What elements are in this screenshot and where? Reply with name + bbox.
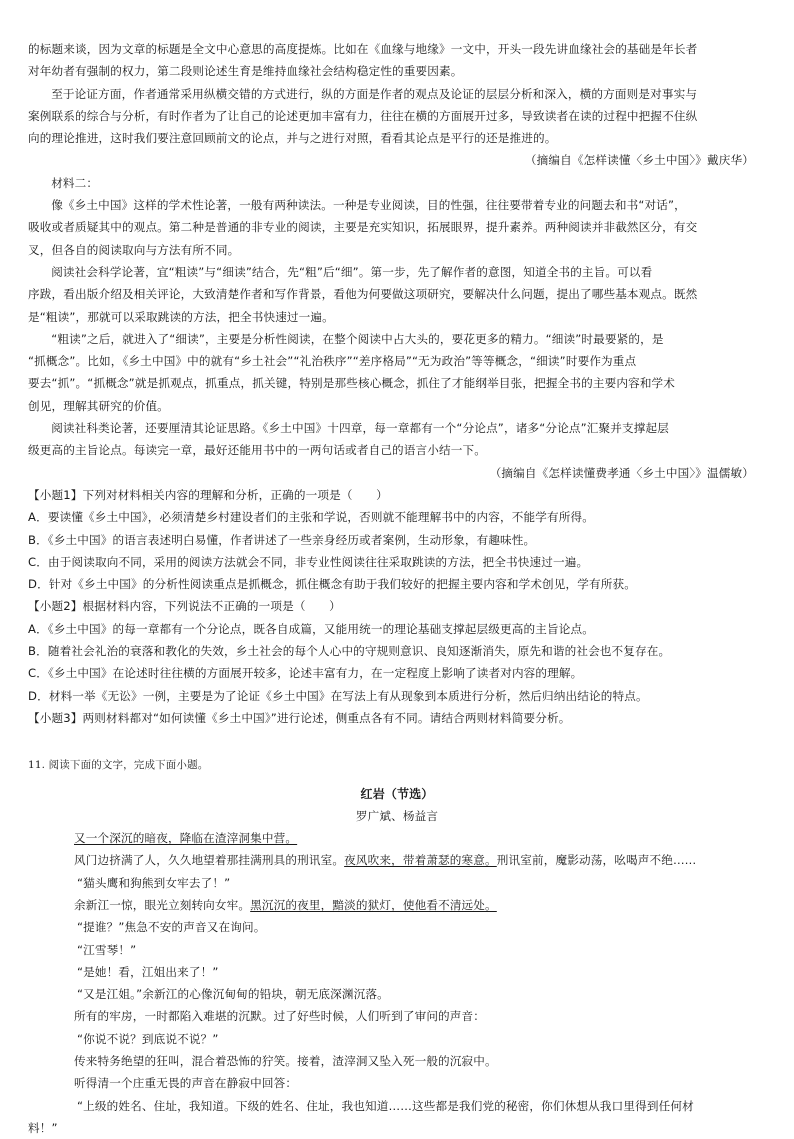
m2-p3-line1: “粗读”之后，就进入了“细读”，主要是分析性阅读，在整个阅读中占大头的，要花更多的精力。“细读”时最要紧的，是 bbox=[51, 331, 664, 346]
story-line-3: “猫头鹰和狗熊到女牢去了！” bbox=[77, 875, 231, 890]
story-line-9: 所有的牢房，一时都陷入难堪的沉默。过了好些时候，人们听到了审问的声音： bbox=[74, 1009, 486, 1024]
q3-stem: 【小题3】两则材料都对“如何读懂《乡土中国》”进行论述，侧重点各有不同。请结合两则材料简要分析。 bbox=[28, 710, 571, 725]
m2-p2-line2: 序跋，看出版介绍及相关评论，大致清楚作者和写作背景，看他为何要做这项研究，要解决什么问题，提出了哪些基本观点。既然 bbox=[28, 287, 698, 302]
m2-p1-line2: 吸收或者质疑其中的观点。第二种是普通的非专业的阅读，主要是充实知识，拓展眼界，提升素养。两种阅读并非截然区分，有交 bbox=[28, 220, 698, 235]
m1-p1-line2: 对年幼者有强制的权力，第二段则论述生育是维持血缘社会结构稳定性的重要因素。 bbox=[28, 64, 463, 79]
story-text: 余新江一惊，眼光立刻转向女牢。 bbox=[74, 897, 251, 912]
m1-p2-line3: 向的理论推进，这时我们要注意回顾前文的论点，并与之进行对照，看看其论点是平行的还是推进的。 bbox=[28, 131, 557, 146]
q2-option-a: A．《乡土中国》的每一章都有一个分论点，既各自成篇，又能用统一的理论基础支撑起层级更高的主旨论点。 bbox=[28, 621, 594, 636]
m1-p2-line2: 案例联系的综合与分析，有时作者为了让自己的论述更加丰富有力，往往在横的方面展开过多，导致读者在读的过程中把握不住纵 bbox=[28, 108, 698, 123]
story-line-12: 听得清一个庄重无畏的声音在静寂中回答： bbox=[74, 1076, 298, 1091]
m1-p2-line1: 至于论证方面，作者通常采用纵横交错的方式进行，纵的方面是作者的观点及论证的层层分析和深入，横的方面则是对事实与 bbox=[51, 86, 698, 101]
underlined-sentence: 黑沉沉的夜里，黯淡的狱灯，使他看不清远处。 bbox=[250, 897, 497, 912]
q2-option-d: D．材料一举《无讼》一例，主要是为了论证《乡土中国》在写法上有从现象到本质进行分析，然后归纳出结论的特点。 bbox=[28, 688, 648, 703]
story-line-11: 传来特务绝望的狂叫，混合着恐怖的狞笑。接着，渣滓洞又坠入死一般的沉寂中。 bbox=[74, 1054, 497, 1069]
m2-p1-line1: 像《乡土中国》这样的学术性论著，一般有两种读法。一种是专业阅读，目的性强，往往要带着专业的问题去和书“对话”， bbox=[51, 198, 686, 213]
q1-stem: 【小题1】下列对材料相关内容的理解和分析，正确的一项是（ ） bbox=[28, 487, 388, 502]
story-line-5: “提谁？”焦急不安的声音又在询问。 bbox=[77, 920, 266, 935]
story-author: 罗广斌、杨益言 bbox=[355, 808, 439, 823]
section11-instruction: 11. 阅读下面的文字，完成下面小题。 bbox=[28, 759, 209, 772]
q2-stem: 【小题2】根据材料内容，下列说法不正确的一项是（ ） bbox=[28, 599, 341, 614]
m2-p3-line2: “抓概念”。比如，《乡土中国》中的就有“乡土社会”“礼治秩序”“差序格局”“无为政治”等等概念，“细读”时要作为重点 bbox=[28, 354, 637, 369]
q1-option-d: D．针对《乡土中国》的分析性阅读重点是抓概念，抓住概念有助于我们较好的把握主要内容和学术创见，学有所获。 bbox=[28, 577, 637, 592]
m2-p3-line4: 创见，理解其研究的价值。 bbox=[28, 398, 169, 413]
m2-label: 材料二： bbox=[51, 175, 99, 190]
m2-p3-line3: 要去“抓”。“抓概念”就是抓观点，抓重点，抓关键，特别是那些核心概念，抓住了才能纲举目张，把握全书的主要内容和学术 bbox=[28, 376, 676, 391]
q2-option-b: B．随着社会礼治的衰落和教化的失效，乡土社会的每个人心中的守规则意识、良知逐渐消失，原先和谐的社会也不复存在。 bbox=[28, 644, 671, 659]
story-line-10: “你说不说？到底说不说？” bbox=[77, 1031, 219, 1046]
underlined-sentence: 夜风吹来，带着萧瑟的寒意。 bbox=[344, 853, 497, 868]
m2-p2-line1: 阅读社会科学论著，宜“粗读”与“细读”结合，先“粗”后“细”。第一步，先了解作者的意图，知道全书的主旨。可以看 bbox=[51, 264, 653, 279]
story-text: 风门边挤满了人，久久地望着那挂满刑具的刑讯室。 bbox=[74, 853, 345, 868]
q1-option-c: C．由于阅读取向不同，采用的阅读方法就会不同，非专业性阅读往往采取跳读的方法，把全书快速过一遍。 bbox=[28, 554, 589, 569]
m1-p1-line1: 的标题来谈，因为文章的标题是全文中心意思的高度提炼。比如在《血缘与地缘》一文中，开头一段先讲血缘社会的基础是年长者 bbox=[28, 42, 698, 56]
story-line-2 bbox=[28, 849, 766, 871]
q1-option-b: B．《乡土中国》的语言表述明白易懂，作者讲述了一些亲身经历或者案例，生动形象，有趣味性。 bbox=[28, 532, 536, 547]
m1-source: （摘编自《怎样读懂〈乡土中国〉》戴庆华） bbox=[524, 153, 754, 168]
story-title: 红岩（节选） bbox=[360, 786, 434, 801]
story-line-1 bbox=[28, 827, 766, 849]
story-line-6: “江雪琴！” bbox=[77, 942, 137, 957]
story-line-14: 料！” bbox=[28, 1120, 58, 1135]
m2-source: （摘编自《怎样读懂费孝通〈乡土中国〉》温儒敏） bbox=[489, 465, 754, 480]
q1-option-a: A．要读懂《乡土中国》，必须清楚乡村建设者们的主张和学说，否则就不能理解书中的内容，不能学有所得。 bbox=[28, 510, 594, 525]
underlined-sentence: 又一个深沉的暗夜，降临在渣滓洞集中营。 bbox=[74, 831, 298, 846]
m2-p1-line3: 叉，但各自的阅读取向与方法有所不同。 bbox=[28, 242, 240, 257]
story-line-7: “是她！看，江姐出来了！” bbox=[77, 964, 219, 979]
story-line-8: “又是江姐。”余新江的心像沉甸甸的铅块，朝无底深渊沉落。 bbox=[77, 987, 389, 1002]
m2-p4-line1: 阅读社科类论著，还要厘清其论证思路。《乡土中国》十四章，每一章都有一个“分论点”，诸多“分论点”汇聚并支撑起层 bbox=[51, 421, 669, 436]
story-line-4 bbox=[28, 894, 766, 916]
story-line-13: “上级的姓名、住址，我知道。下级的姓名、住址，我也知道……这些都是我们党的秘密，你们休想从我口里得到任何材 bbox=[77, 1098, 694, 1113]
story-text: 刑讯室前，魔影动荡，吆喝声不绝…… bbox=[496, 853, 697, 868]
m2-p4-line2: 级更高的主旨论点。每读完一章，最好还能用书中的一两句话或者自己的语言小结一下。 bbox=[28, 443, 487, 458]
m2-p2-line3: 是“粗读”，那就可以采取跳读的方法，把全书快速过一遍。 bbox=[28, 309, 334, 324]
q2-option-c: C．《乡土中国》在论述时往往横的方面展开较多，论述丰富有力，在一定程度上影响了读者对内容的理解。 bbox=[28, 666, 583, 681]
